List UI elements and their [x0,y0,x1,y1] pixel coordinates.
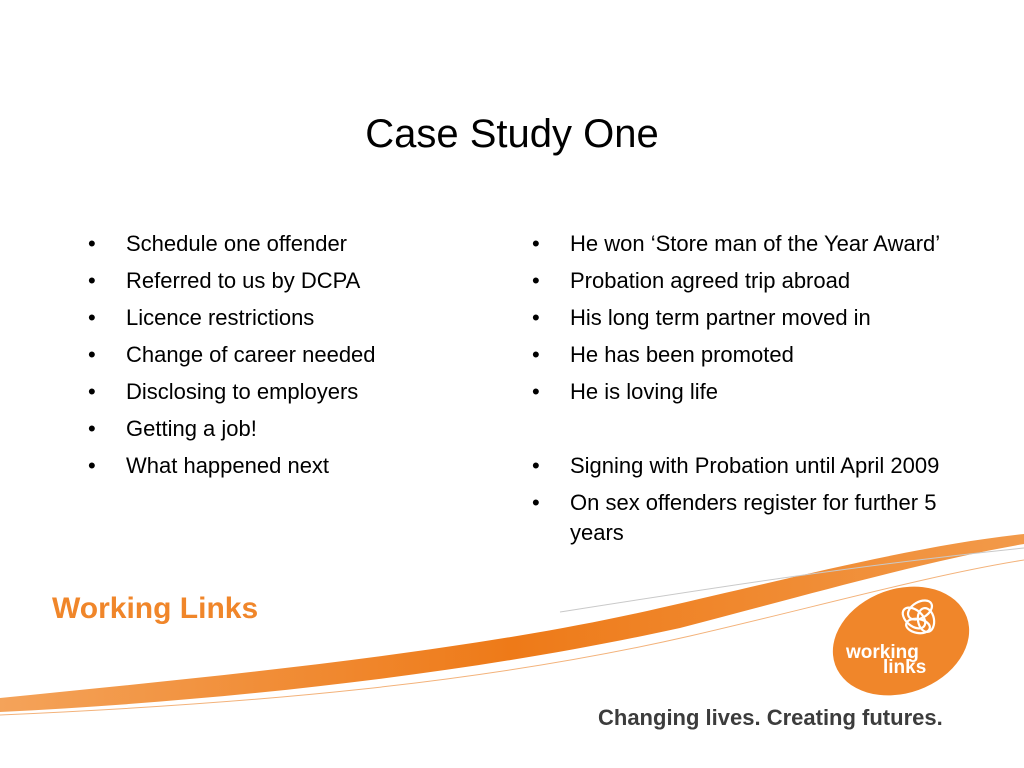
right-bullet-list-2 [532,451,952,548]
bullet-icon: • [88,231,96,256]
list-item-text: Getting a job! [126,416,257,441]
list-item [532,451,952,481]
list-item [88,340,488,370]
list-item-text: Change of career needed [126,342,376,367]
list-item-text: Schedule one offender [126,231,347,256]
list-item-text: He has been promoted [570,342,794,367]
list-item-text: Referred to us by DCPA [126,268,361,293]
list-spacer [532,414,952,451]
bullet-icon: • [532,342,540,367]
list-item [88,266,488,296]
slide-title: Case Study One [365,112,659,156]
bullet-icon: • [532,231,540,256]
list-item [532,340,952,370]
list-item-text: Probation agreed trip abroad [570,268,851,293]
right-bullet-column [532,229,952,555]
bullet-icon: • [532,268,540,293]
list-item [532,266,952,296]
list-item-text: Disclosing to employers [126,379,359,404]
list-item [532,229,952,259]
list-item [532,488,952,548]
left-bullet-column [88,229,488,488]
list-item [88,414,488,444]
list-item [88,451,488,481]
list-item-text: Signing with Probation until April 2009 [570,453,940,478]
bullet-icon: • [532,379,540,404]
list-item [532,303,952,333]
brand-wordmark: Working Links [52,592,259,625]
bullet-icon: • [88,416,96,441]
list-item-text: On sex offenders register for further 5 years [570,490,937,545]
list-item-text: Licence restrictions [126,305,315,330]
logo-word-working: working [846,642,919,663]
bullet-icon: • [88,305,96,330]
list-item-text: His long term partner moved in [570,305,871,330]
list-item [88,303,488,333]
bullet-icon: • [88,379,96,404]
tagline: Changing lives. Creating futures. [598,705,943,730]
left-bullet-list [88,229,488,481]
list-item-text: He is loving life [570,379,718,404]
list-item [88,377,488,407]
bullet-icon: • [88,342,96,367]
logo-word-links: links [883,657,927,678]
list-item [532,377,952,407]
bullet-icon: • [88,453,96,478]
bullet-icon: • [532,453,540,478]
right-bullet-list [532,229,952,407]
logo-oval [828,580,974,698]
bullet-icon: • [88,268,96,293]
list-item-text: He won ‘Store man of the Year Award’ [570,231,941,256]
list-item-text: What happened next [126,453,330,478]
bullet-icon: • [532,490,540,515]
list-item [88,229,488,259]
working-links-logo [828,580,974,698]
bullet-icon: • [532,305,540,330]
